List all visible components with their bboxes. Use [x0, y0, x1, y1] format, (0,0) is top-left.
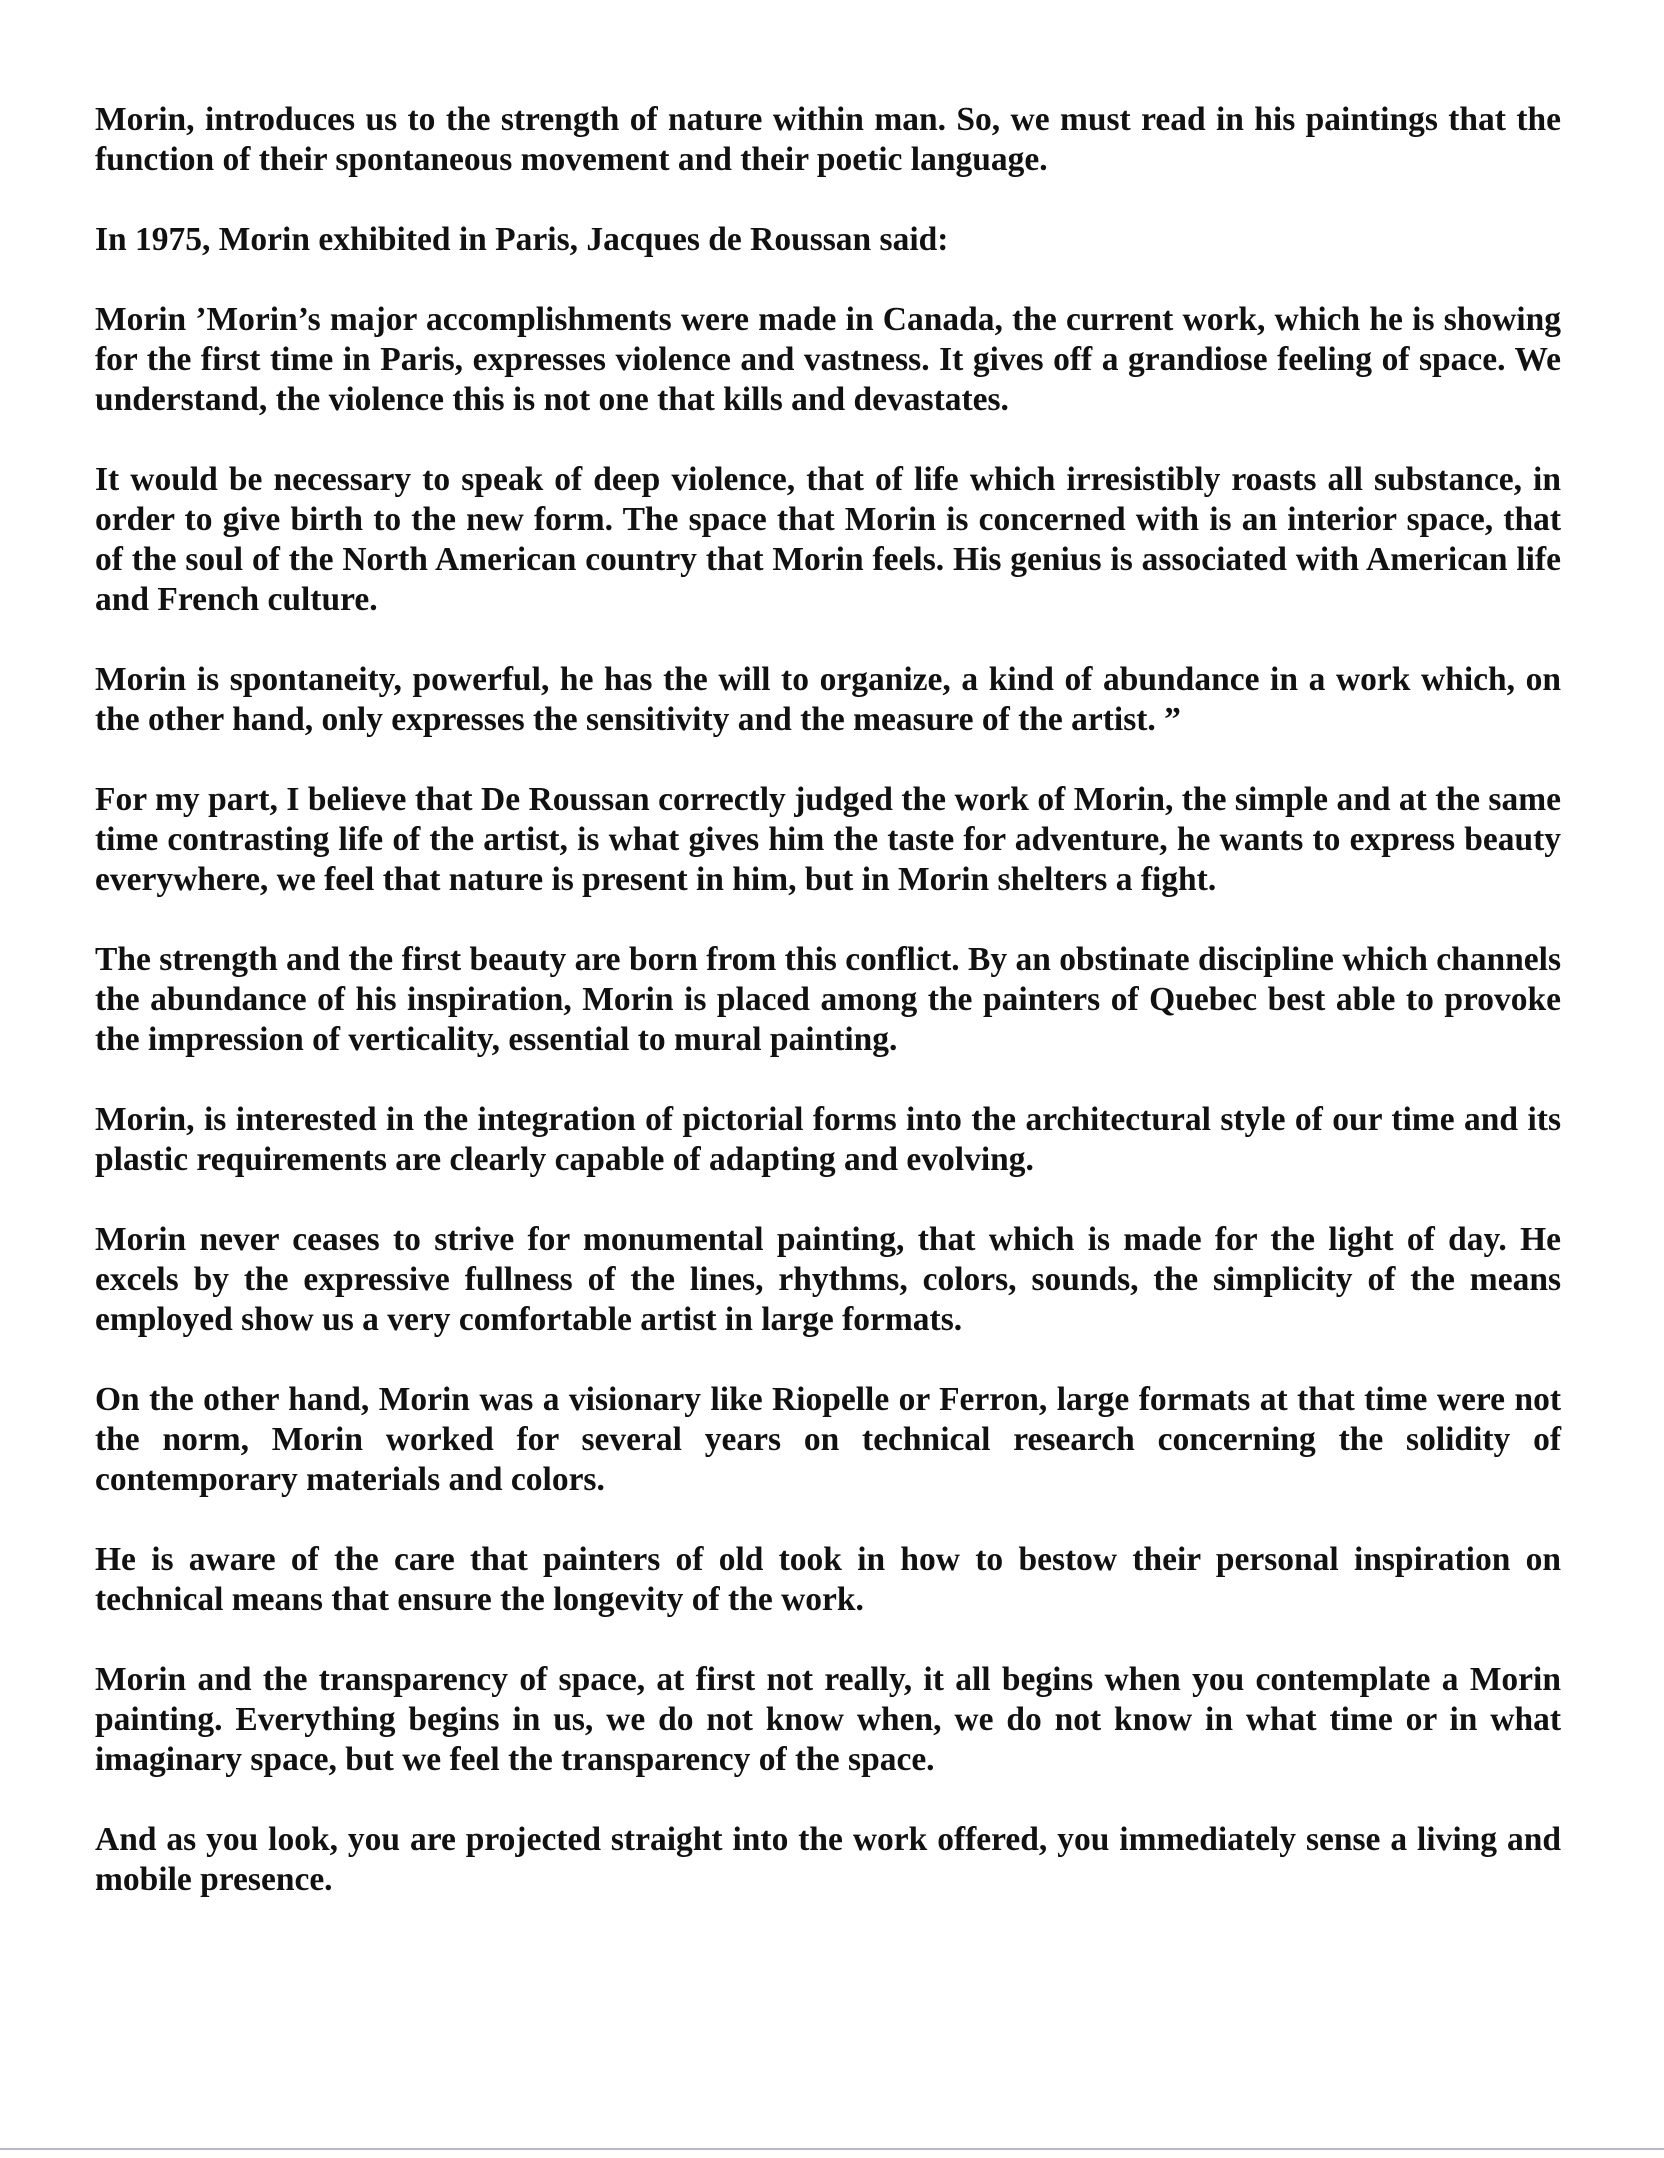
paragraph: Morin is spontaneity, powerful, he has the will to organize, a kind of abundance in a work which, on the other hand, only expresses the sensitivity and the measure of the artist. ” [95, 661, 1561, 738]
paragraph: Morin ’Morin’s major accomplishments were made in Canada, the current work, which he is showing for the first time in Paris, expresses violence and vastness. It gives off a grandiose feeling of space. We understand, the violence this is not one that kills and devastates. [95, 301, 1561, 418]
page-bottom-edge [0, 2148, 1664, 2150]
paragraph: Morin and the transparency of space, at first not really, it all begins when you contemplate a Morin painting. Everything begins in us, we do not know when, we do not know in what time or in what imaginary space, but we feel the transparency of the space. [95, 1661, 1561, 1778]
paragraph: The strength and the first beauty are born from this conflict. By an obstinate discipline which channels the abundance of his inspiration, Morin is placed among the painters of Quebec best able to provoke the impression of verticality, essential to mural painting. [95, 941, 1561, 1058]
paragraph: Morin, introduces us to the strength of nature within man. So, we must read in his paintings that the function of their spontaneous movement and their poetic language. [95, 101, 1561, 178]
paragraph: On the other hand, Morin was a visionary like Riopelle or Ferron, large formats at that time were not the norm, Morin worked for several years on technical research concerning the solidity of contemporary materials and colors. [95, 1381, 1561, 1498]
paragraph: In 1975, Morin exhibited in Paris, Jacques de Roussan said: [95, 221, 949, 258]
paragraph: He is aware of the care that painters of old took in how to bestow their personal inspiration on technical means that ensure the longevity of the work. [95, 1541, 1561, 1618]
paragraph: It would be necessary to speak of deep violence, that of life which irresistibly roasts all substance, in order to give birth to the new form. The space that Morin is concerned with is an interior space, that of the soul of the North American country that Morin feels. His genius is associated with American life and French culture. [95, 461, 1561, 618]
paragraph: Morin never ceases to strive for monumental painting, that which is made for the light of day. He excels by the expressive fullness of the lines, rhythms, colors, sounds, the simplicity of the means employed show us a very comfortable artist in large formats. [95, 1221, 1561, 1338]
paragraph: And as you look, you are projected straight into the work offered, you immediately sense a living and mobile presence. [95, 1821, 1561, 1898]
paragraph: For my part, I believe that De Roussan correctly judged the work of Morin, the simple and at the same time contrasting life of the artist, is what gives him the taste for adventure, he wants to express beauty everywhere, we feel that nature is present in him, but in Morin shelters a fight. [95, 781, 1561, 898]
document-body [95, 100, 1561, 1940]
paragraph: Morin, is interested in the integration of pictorial forms into the architectural style of our time and its plastic requirements are clearly capable of adapting and evolving. [95, 1101, 1561, 1178]
